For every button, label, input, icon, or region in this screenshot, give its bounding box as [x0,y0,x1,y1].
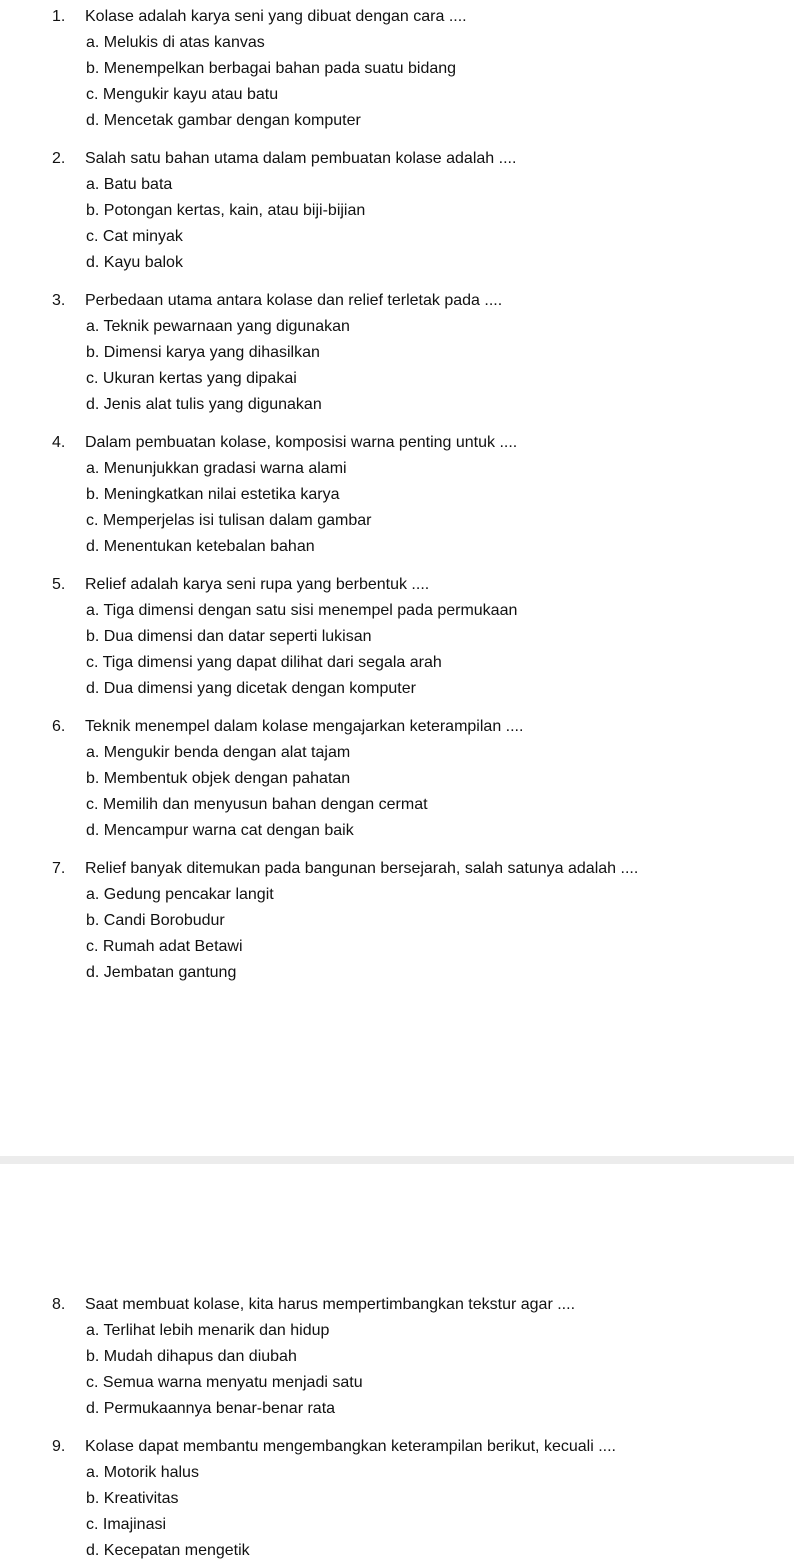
option-a: a. Melukis di atas kanvas [86,34,265,51]
option-c: c. Rumah adat Betawi [86,938,243,955]
option-c: c. Tiga dimensi yang dapat dilihat dari segala arah [86,654,442,671]
question-text: Dalam pembuatan kolase, komposisi warna penting untuk .... [85,434,518,451]
question-number: 5. [52,576,66,593]
option-d: d. Jembatan gantung [86,964,237,981]
option-b: b. Menempelkan berbagai bahan pada suatu bidang [86,60,457,77]
question-text: Kolase adalah karya seni yang dibuat dengan cara .... [85,8,467,25]
option-a: a. Teknik pewarnaan yang digunakan [86,318,350,335]
question-number: 7. [52,860,66,877]
question-text: Kolase dapat membantu mengembangkan keterampilan berikut, kecuali .... [85,1438,616,1455]
option-d: d. Mencetak gambar dengan komputer [86,112,361,129]
option-a: a. Motorik halus [86,1464,199,1481]
option-d: d. Dua dimensi yang dicetak dengan komputer [86,680,416,697]
option-a: a. Tiga dimensi dengan satu sisi menempel pada permukaan [86,602,518,619]
option-b: b. Mudah dihapus dan diubah [86,1348,297,1365]
option-a: a. Gedung pencakar langit [86,886,274,903]
option-d: d. Kecepatan mengetik [86,1542,250,1559]
question-number: 4. [52,434,66,451]
question-number: 2. [52,150,66,167]
question-number: 9. [52,1438,66,1455]
question-number: 3. [52,292,66,309]
option-c: c. Memperjelas isi tulisan dalam gambar [86,512,372,529]
option-c: c. Semua warna menyatu menjadi satu [86,1374,363,1391]
question-number: 1. [52,8,66,25]
option-b: b. Membentuk objek dengan pahatan [86,770,351,787]
option-c: c. Cat minyak [86,228,183,245]
page-separator [0,1156,794,1164]
option-c: c. Mengukir kayu atau batu [86,86,279,103]
question-text: Teknik menempel dalam kolase mengajarkan keterampilan .... [85,718,524,735]
question-text: Saat membuat kolase, kita harus mempertimbangkan tekstur agar .... [85,1296,576,1313]
page-2 [0,1164,794,1566]
option-b: b. Meningkatkan nilai estetika karya [86,486,340,503]
option-c: c. Imajinasi [86,1516,167,1533]
option-b: b. Candi Borobudur [86,912,225,929]
option-b: b. Dimensi karya yang dihasilkan [86,344,320,361]
question-number: 8. [52,1296,66,1313]
question-text: Relief adalah karya seni rupa yang berbentuk .... [85,576,430,593]
option-d: d. Mencampur warna cat dengan baik [86,822,354,839]
option-a: a. Mengukir benda dengan alat tajam [86,744,351,761]
option-d: d. Jenis alat tulis yang digunakan [86,396,322,413]
option-d: d. Kayu balok [86,254,183,271]
option-a: a. Terlihat lebih menarik dan hidup [86,1322,330,1339]
option-d: d. Menentukan ketebalan bahan [86,538,315,555]
option-a: a. Batu bata [86,176,173,193]
question-text: Perbedaan utama antara kolase dan relief terletak pada .... [85,292,503,309]
option-a: a. Menunjukkan gradasi warna alami [86,460,347,477]
option-c: c. Ukuran kertas yang dipakai [86,370,297,387]
option-d: d. Permukaannya benar-benar rata [86,1400,336,1417]
option-b: b. Potongan kertas, kain, atau biji-bijian [86,202,366,219]
option-b: b. Dua dimensi dan datar seperti lukisan [86,628,372,645]
option-b: b. Kreativitas [86,1490,179,1507]
option-c: c. Memilih dan menyusun bahan dengan cermat [86,796,428,813]
question-number: 6. [52,718,66,735]
question-text: Relief banyak ditemukan pada bangunan bersejarah, salah satunya adalah .... [85,860,639,877]
question-text: Salah satu bahan utama dalam pembuatan kolase adalah .... [85,150,517,167]
